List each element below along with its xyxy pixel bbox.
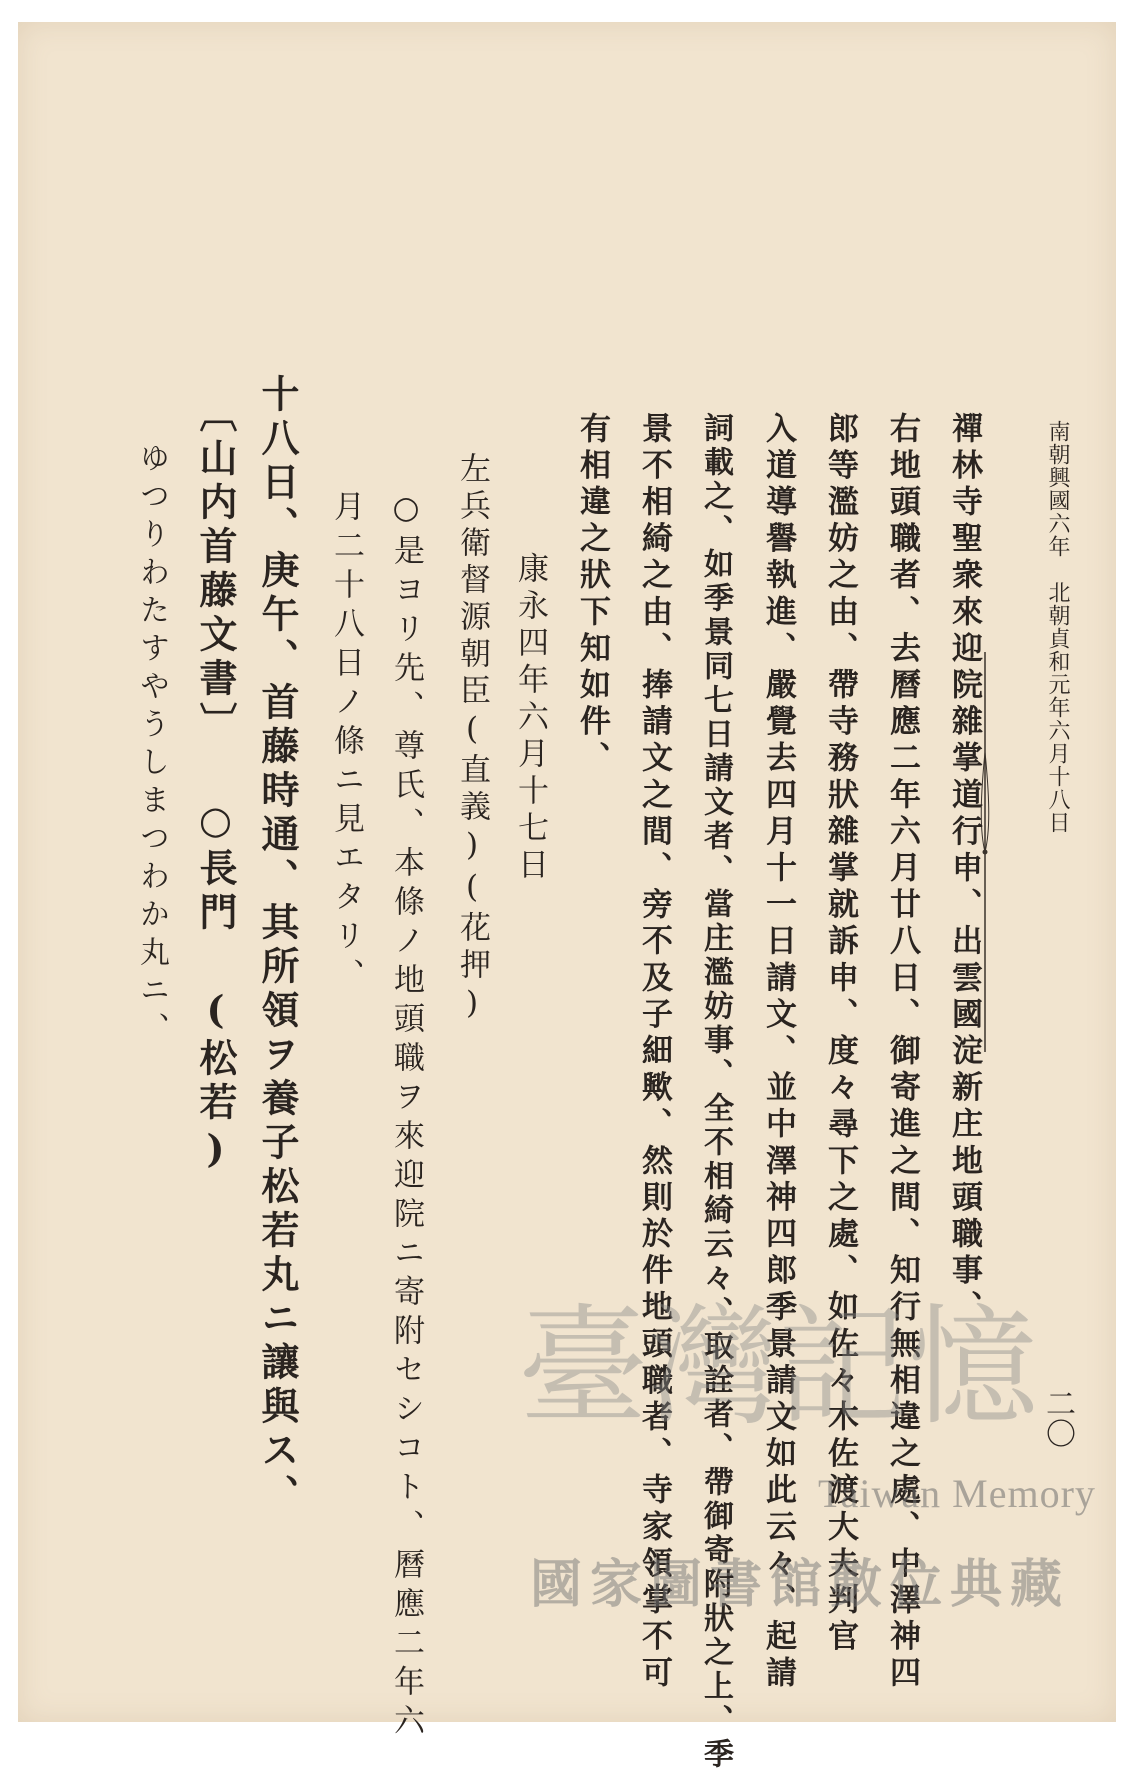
note-line-1: ○是ヨリ先、尊氏、本條ノ地頭職ヲ來迎院ニ寄附セシコト、曆應二年六 [388,490,424,1743]
text-column-7: 有相違之狀下知如件、 [574,412,610,778]
text-column-6: 景不相綺之由、捧請文之間、旁不及子細歟、然則於件地頭職者、寺家領掌不可 [636,412,672,1693]
taiwan-memory-logo [518,1292,1058,1432]
page-number: 二〇 [1040,1388,1075,1448]
note-line-2: 月二十八日ノ條ニ見エタリ、 [328,490,364,997]
text-column-4: 入道導譽執進、嚴覺去四月十一日請文、並中澤神四郎季景請文如此云々、起請 [760,412,796,1693]
watermark-institution: 國家圖書館數位典藏 [530,1555,1071,1615]
signature-line: 左兵衛督源朝臣(直義)(花押) [454,452,490,1027]
text-column-2: 右地頭職者、去曆應二年六月廿八日、御寄進之間、知行無相違之處、中澤神四 [884,412,920,1693]
running-head: 南朝興國六年 北朝貞和元年六月十八日 [1045,420,1070,834]
document-page [18,22,1116,1772]
text-column-3: 郎等濫妨之由、帶寺務狀雜掌就訴申、度々尋下之處、如佐々木佐渡大夫判官 [822,412,858,1657]
text-column-5: 詞載之、如季景同七日請文者、當庄濫妨事、全不相綺云々、取詮者、帶御寄附狀之上、季 [698,412,733,1772]
text-column-1: 禪林寺聖衆來迎院雜掌道行申、出雲國淀新庄地頭職事、 [946,412,982,1327]
source-title: 〔山内首藤文書〕 ○長門 (松若) [193,394,238,1177]
date-line: 康永四年六月十七日 [512,552,548,885]
svg-text:臺灣記憶: 臺灣記憶 [518,1292,1039,1432]
entry-heading: 十八日、庚午、首藤時通、其所領ヲ養子松若丸ニ讓與ス、 [255,374,300,1518]
kana-line: ゆつりわたすやうしまつわか丸ニ、 [134,442,169,1050]
watermark-english: Taiwan Memory [818,1471,1096,1516]
